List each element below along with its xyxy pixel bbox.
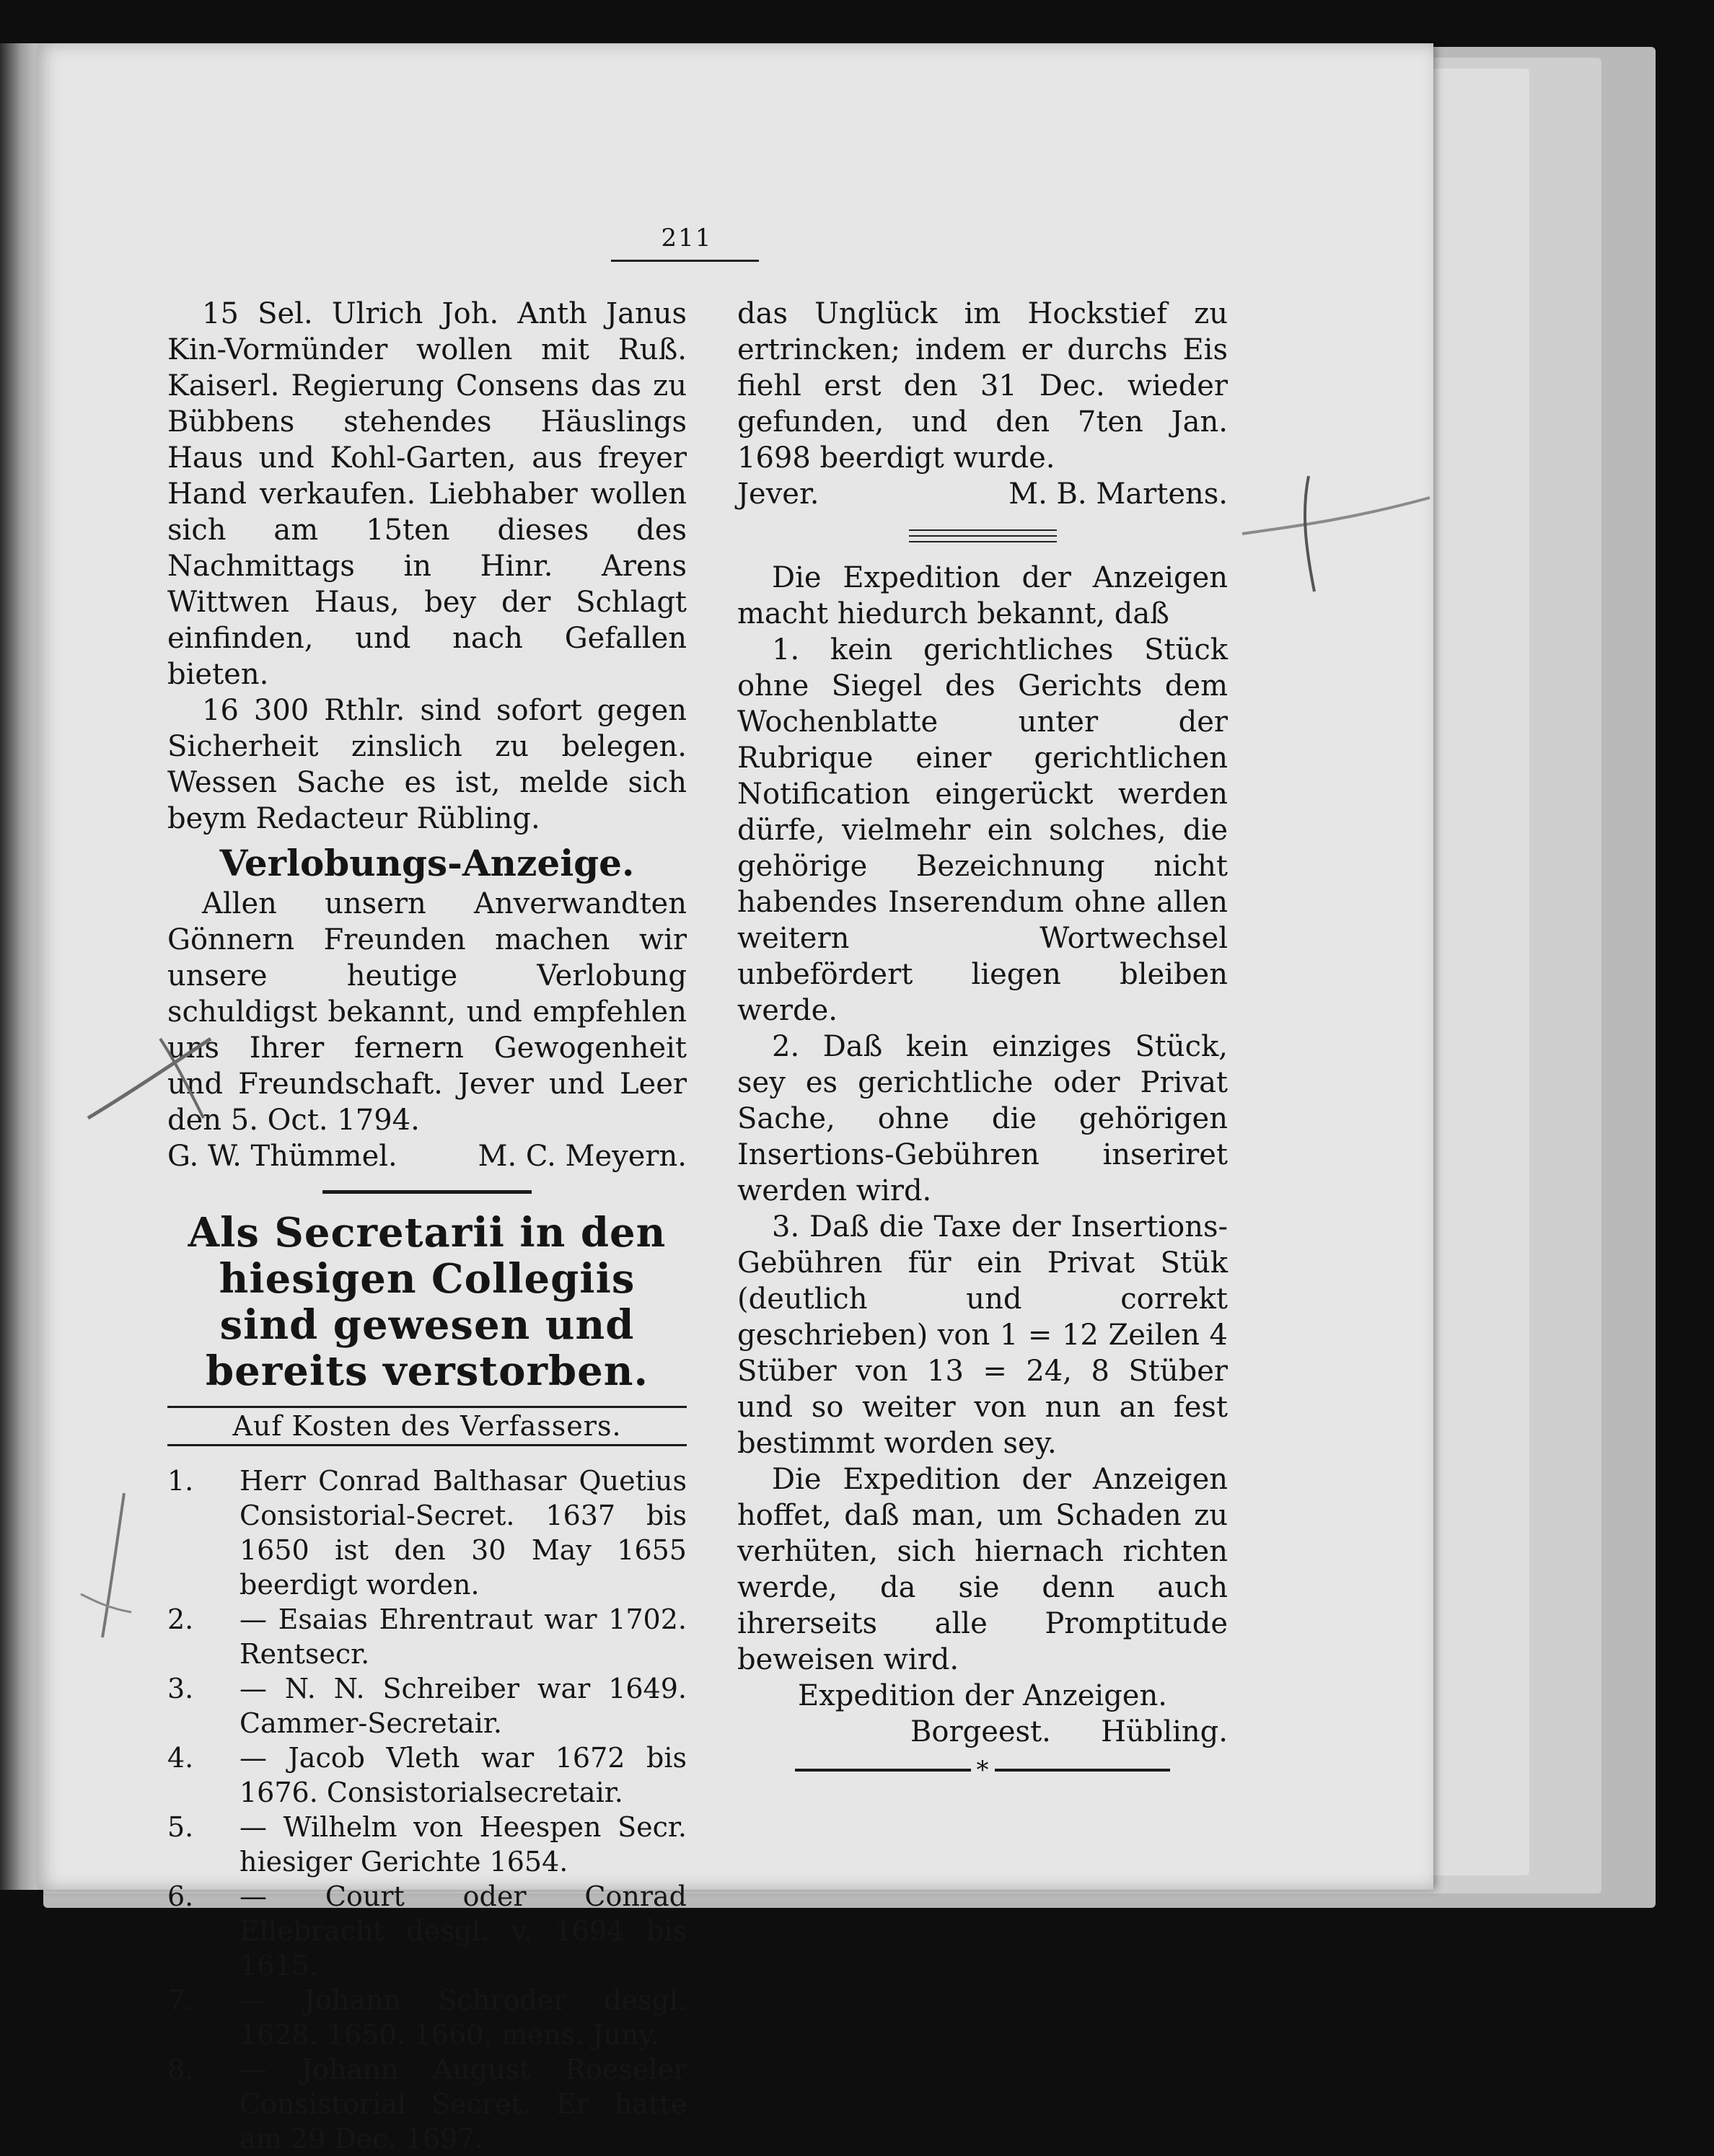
expedition-point-2: 2. Daß kein einziges Stück, sey es gerichtliche oder Privat Sache, ohne die gehörigen Insertions-Gebühren inseriret werden wird.	[737, 1030, 1228, 1207]
asterisk-icon: *	[976, 1756, 989, 1785]
notice-loan: 16 300 Rthlr. sind sofort gegen Sicherheit zinslich zu belegen. Wessen Sache es ist, melde sich beym Redacteur Rübling.	[167, 694, 687, 835]
binding-edge	[0, 43, 38, 1890]
left-column	[167, 296, 687, 2156]
notice-house-sale: 15 Sel. Ulrich Joh. Anth Janus Kin-Vormünder wollen mit Ruß. Kaiserl. Regierung Consens das zu Bübbens stehendes Häuslings Haus und Kohl-Garten, aus freyer Hand verkaufen. Liebhaber wollen sich am 15ten dieses des Nachmittags in Hinr. Arens Wittwen Haus, bey der Schlagt einfinden, und nach Gefallen bieten.	[167, 297, 687, 691]
cost-note-box	[167, 1406, 687, 1446]
engagement-signature-left: G. W. Thümmel.	[167, 1140, 397, 1173]
continuation-signature: M. B. Martens.	[1008, 478, 1228, 511]
pencil-bracket-mark	[1221, 469, 1437, 599]
engagement-signature-right: M. C. Meyern.	[478, 1140, 687, 1173]
engagement-heading: Verlobungs-Anzeige.	[219, 842, 635, 884]
list-item: 7. — Johann Schroder desgl. 1628. 1650. 1660. mens. Juny.	[167, 1984, 687, 2051]
expedition-signatures	[737, 1714, 1228, 1750]
secretaries-list	[167, 1464, 687, 2156]
continuation-place: Jever.	[737, 478, 819, 511]
header-rule	[611, 260, 759, 262]
list-item: 1. Herr Conrad Balthasar Quetius Consistorial-Secret. 1637 bis 1650 ist den 30 May 1655 beerdigt worden.	[167, 1465, 687, 1601]
list-item: 8. — Johann August Roeseler Consistorial Secret. Er hatte am 29 Dec. 1697.	[167, 2054, 687, 2155]
right-column	[737, 296, 1228, 1785]
engagement-body: Allen unsern Anverwandten Gönnern Freunden machen wir unsere heutige Verlobung schuldigst bekannt, und empfehlen uns Ihrer fernern Gewogenheit und Freundschaft. Jever und Leer den 5. Oct. 1794.	[167, 887, 687, 1137]
list-item: 4. — Jacob Vleth war 1672 bis 1676. Consistorialsecretair.	[167, 1742, 687, 1808]
expedition-signature-title: Expedition der Anzeigen.	[798, 1679, 1167, 1712]
list-item: 3. — N. N. Schreiber war 1649. Cammer-Secretair.	[167, 1673, 687, 1739]
page-number: 211	[661, 224, 713, 252]
expedition-point-1: 1. kein gerichtliches Stück ohne Siegel des Gerichts dem Wochenblatte unter der Rubrique einer gerichtlichen Notification eingerückt werden dürfe, vielmehr ein solches, die gehörige Bezeichnung nicht habendes Inserendum ohne allen weitern Wortwechsel unbefördert liegen bleiben werde.	[737, 633, 1228, 1027]
section-divider	[322, 1190, 532, 1194]
engagement-signatures	[167, 1138, 687, 1174]
expedition-closing: Die Expedition der Anzeigen hoffet, daß man, um Schaden zu verhüten, sich hiernach richten werde, da sie denn auch ihrerseits alle Promptitude beweisen wird.	[737, 1463, 1228, 1676]
closing-ornament	[795, 1756, 1170, 1785]
pencil-margin-mark	[66, 1486, 153, 1645]
continuation-text: das Unglück im Hockstief zu ertrincken; indem er durchs Eis fiehl erst den 31 Dec. wieder gefunden, und den 7ten Jan. 1698 beerdigt wurde.	[737, 297, 1228, 475]
expedition-signature-right: Hübling.	[1101, 1715, 1228, 1748]
secretaries-heading: Als Secretarii in den hiesigen Collegiis sind gewesen und bereits verstorben.	[188, 1209, 667, 1395]
continuation-signature-line	[737, 476, 1228, 512]
list-item: 2. — Esaias Ehrentraut war 1702. Rentsecr.	[167, 1603, 687, 1670]
cost-note-bottom-rule	[167, 1444, 687, 1446]
expedition-intro: Die Expedition der Anzeigen macht hiedurch bekannt, daß	[737, 561, 1228, 630]
cost-note: Auf Kosten des Verfassers.	[232, 1410, 622, 1442]
expedition-signature-left: Borgeest.	[910, 1715, 1051, 1748]
expedition-point-3: 3. Daß die Taxe der Insertions-Gebühren für ein Privat Stük (deutlich und correkt geschrieben) von 1 = 12 Zeilen 4 Stüber von 13 = 24, 8 Stüber und so weiter von nun an fest bestimmt worden sey.	[737, 1210, 1228, 1460]
triple-divider	[909, 529, 1057, 542]
newspaper-page	[38, 43, 1433, 2155]
list-item: 5. — Wilhelm von Heespen Secr. hiesiger Gerichte 1654.	[167, 1811, 687, 1878]
list-item: 6. — Court oder Conrad Ellebracht desgl. v. 1694 bis 1615.	[167, 1880, 687, 1981]
